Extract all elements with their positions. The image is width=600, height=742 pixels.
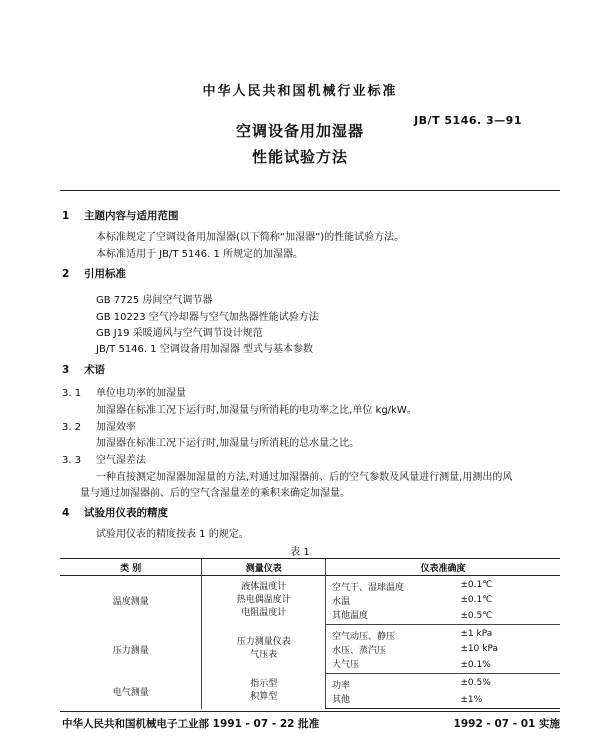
- section-3-title: 术语: [84, 364, 105, 376]
- title-line-2: 性能试验方法: [251, 148, 348, 166]
- reference-item: JB/T 5146. 1 空调设备用加湿器 型式与基本参数: [96, 344, 313, 355]
- item-cell: 空气动压、静压: [326, 625, 437, 643]
- header-instrument: 测量仪表: [202, 559, 326, 576]
- header-accuracy: 仪表准确度: [326, 559, 561, 576]
- reference-item: GB 10223 空气冷却器与空气加热器性能试验方法: [96, 312, 319, 323]
- instrument-name: 液体温度计: [241, 581, 287, 592]
- section-4-para-1: 试验用仪表的精度按表 1 的规定。: [96, 529, 249, 540]
- term-3-3-text-line-2: 量与通过加湿器前、后的空气含湿量差的乘积来确定加湿量。: [80, 488, 350, 499]
- category-cell: 电气测量: [112, 687, 149, 698]
- category-cell: 压力测量: [112, 645, 149, 656]
- accuracy-cell: ±0.1℃: [460, 579, 493, 590]
- section-3-number: 3: [62, 364, 70, 376]
- term-3-2-text: 加湿器在标准工况下运行时,加湿量与所消耗的总水量之比。: [96, 438, 360, 449]
- table-row: [60, 625, 560, 643]
- accuracy-cell: ±1%: [436, 691, 560, 709]
- table-header-row: [60, 559, 560, 576]
- instrument-name: 指示型: [250, 679, 278, 689]
- reference-item: GB 7725 房间空气调节器: [96, 295, 213, 306]
- section-3-heading: [62, 362, 105, 377]
- section-1-heading: [62, 208, 179, 223]
- item-cell: 大气压: [326, 656, 437, 674]
- item-cell: 水压、蒸汽压: [326, 642, 437, 656]
- section-1-title: 主题内容与适用范围: [84, 210, 179, 222]
- term-3-3-text-line-1: 一种直接测定加湿器加湿量的方法,对通过加湿器前、后的空气参数及风量进行测量,用测出的风: [96, 472, 513, 483]
- instrument-cell: [202, 576, 326, 625]
- title-line-1: 空调设备用加湿器: [235, 122, 364, 140]
- accuracy-cell: ±0.1℃: [460, 595, 493, 605]
- term-3-1-text: 加湿器在标准工况下运行时,加湿量与所消耗的电功率之比,单位 kg/kW。: [96, 405, 417, 416]
- item-cell: 空气干、湿球温度: [326, 576, 437, 594]
- accuracy-cell: ±0.5℃: [436, 607, 560, 625]
- section-4-number: 4: [62, 507, 70, 519]
- accuracy-cell: ±1 kPa: [460, 628, 493, 639]
- instrument-cell: [202, 674, 326, 709]
- section-1-para-2: 本标准适用于 JB/T 5146. 1 所规定的加湿器。: [96, 249, 303, 260]
- section-4-heading: [62, 505, 168, 520]
- term-3-1-heading: [62, 384, 186, 399]
- instrument-name: 压力测量仪表: [236, 637, 291, 647]
- section-2-number: 2: [62, 268, 70, 280]
- instrument-name: 热电偶温度计: [236, 594, 291, 605]
- section-1-number: 1: [62, 210, 70, 222]
- footer-rule: [60, 711, 560, 712]
- term-number: 3. 3: [62, 455, 82, 466]
- item-cell: 水温: [326, 593, 437, 607]
- table-row: [60, 576, 560, 594]
- item-cell: 其他温度: [326, 607, 437, 625]
- table-caption: 表 1: [290, 547, 310, 558]
- term-3-2-heading: [62, 418, 136, 433]
- term-3-3-heading: [62, 451, 146, 466]
- term-title: 加湿效率: [96, 422, 136, 433]
- approval-line: 中华人民共和国机械电子工业部 1991 - 07 - 22 批准: [62, 718, 320, 730]
- section-2-heading: [62, 266, 126, 281]
- title-rule: [60, 190, 560, 191]
- section-2-title: 引用标准: [84, 268, 126, 280]
- issuing-body: 中华人民共和国机械行业标准: [202, 84, 398, 99]
- item-cell: 功率: [326, 674, 437, 692]
- instrument-name: 积算型: [250, 692, 278, 702]
- table-row: [60, 674, 560, 692]
- term-number: 3. 1: [62, 388, 82, 399]
- accuracy-cell: ±0.5%: [460, 677, 491, 688]
- accuracy-cell: ±0.1%: [436, 656, 560, 674]
- item-cell: 其他: [326, 691, 437, 709]
- implementation-date: 1992 - 07 - 01 实施: [453, 718, 560, 730]
- section-4-title: 试验用仪表的精度: [84, 507, 168, 519]
- accuracy-table: [60, 558, 560, 709]
- category-cell: 温度测量: [112, 596, 149, 607]
- header-category: 类 别: [60, 559, 202, 576]
- term-title: 空气湿差法: [96, 455, 146, 466]
- accuracy-cell: ±10 kPa: [460, 644, 498, 654]
- instrument-name: 电阻温度计: [241, 607, 287, 618]
- instrument-cell: [202, 625, 326, 674]
- standard-number: JB/T 5146. 3—91: [414, 114, 522, 127]
- section-1-para-1: 本标准规定了空调设备用加湿器(以下简称“加湿器”)的性能试验方法。: [96, 232, 405, 243]
- term-number: 3. 2: [62, 422, 82, 433]
- instrument-name: 气压表: [250, 650, 278, 660]
- reference-item: GB J19 采暖通风与空气调节设计规范: [96, 328, 263, 339]
- term-title: 单位电功率的加湿量: [96, 388, 186, 399]
